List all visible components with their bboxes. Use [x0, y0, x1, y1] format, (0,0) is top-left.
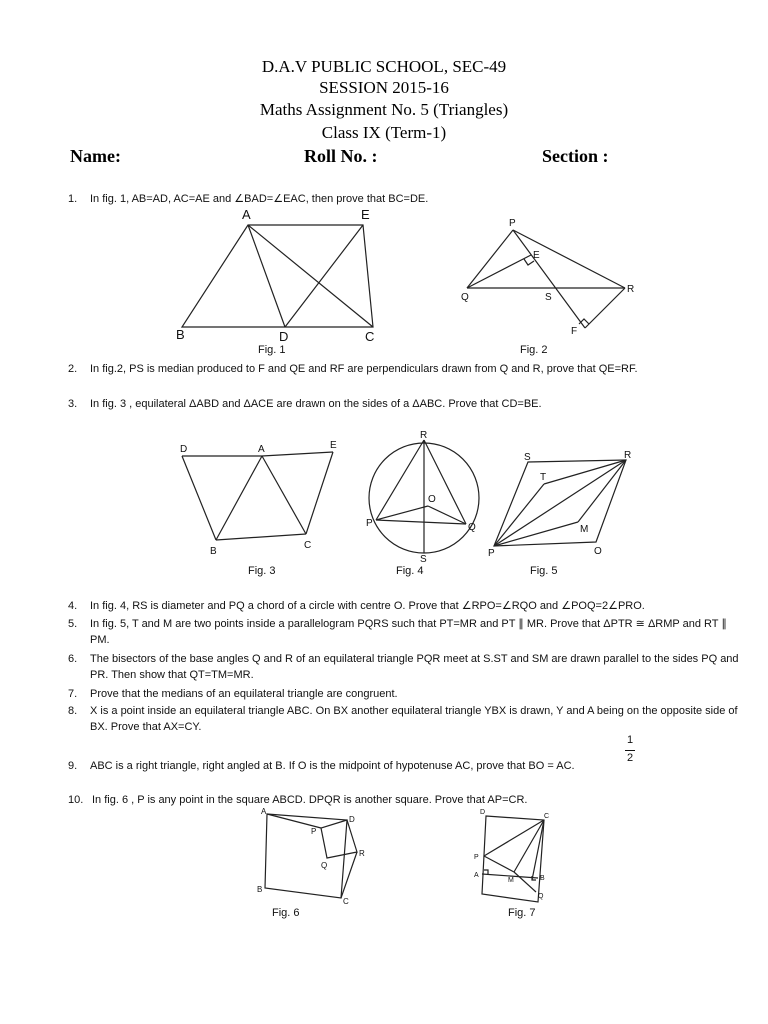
fig5-label: R [624, 450, 632, 461]
question-text: In fig. 6 , P is any point in the square ABCD. DPQR is another square. Prove that AP=CR. [92, 794, 528, 806]
question-number: 5. [68, 618, 78, 630]
fig4-label: R [420, 430, 428, 441]
question-text: In fig.2, PS is median produced to F and QE and RF are perpendiculars drawn from Q and R, prove that QE=RF. [90, 363, 638, 375]
question-number: 1. [68, 193, 78, 205]
question-number: 4. [68, 600, 78, 612]
question-number: 10. [68, 794, 84, 806]
fig5-line-tr [544, 460, 626, 484]
fig2-line-pq [467, 230, 513, 288]
figure-6 [255, 806, 375, 906]
fig3-line-bc [216, 534, 306, 540]
question-6 [68, 651, 748, 683]
fig5-caption: Fig. 5 [530, 565, 558, 577]
fig2-label: S [545, 292, 552, 303]
question-3 [68, 396, 748, 412]
fig5-label: P [488, 548, 495, 559]
fig1-label: A [242, 207, 251, 222]
fraction-bar [625, 750, 635, 751]
fig4-label: S [420, 554, 427, 565]
fig3-line-ab [216, 456, 262, 540]
question-text: In fig. 5, T and M are two points inside a parallelogram PQRS such that PT=MR and PT ∥ MR. Prove that ΔPTR ≅ ΔRMP and RT ∥ PM. [90, 618, 727, 646]
question-5 [68, 616, 748, 648]
question-10 [68, 792, 748, 808]
question-text: In fig. 3 , equilateral ΔABD and ΔACE are drawn on the sides of a ΔABC. Prove that CD=BE. [90, 398, 542, 410]
fig1-label: B [176, 327, 185, 342]
fig5-label: S [524, 452, 531, 463]
fig7-label: A [474, 872, 479, 879]
fig1-label: C [365, 329, 375, 344]
fig6-label: P [311, 827, 317, 836]
fig3-line-ec [306, 452, 333, 534]
fig6-label: Q [321, 861, 328, 870]
figure-1 [170, 205, 400, 345]
section-label: Section : [542, 146, 609, 166]
fig7-label: D [480, 809, 486, 816]
fig3-label: B [210, 546, 217, 557]
fig5-diagonal-pr [494, 460, 626, 546]
fig3-line-ac [262, 456, 306, 534]
fraction-denominator: 2 [626, 752, 634, 764]
fig3-caption: Fig. 3 [248, 565, 276, 577]
figure-2 [455, 218, 645, 343]
fig7-right-angle [484, 870, 488, 874]
fig5-label: O [594, 546, 602, 557]
question-number: 7. [68, 688, 78, 700]
fig5-label: T [540, 472, 547, 483]
fig6-label: D [349, 815, 355, 824]
fig6-line-cr [341, 852, 357, 898]
fig5-label: M [580, 524, 589, 535]
question-text: X is a point inside an equilateral triangle ABC. On BX another equilateral triangle YBX is drawn, Y and A being on the opposite side of BX. Prove that AX=CY. [90, 705, 738, 733]
session: SESSION 2015-16 [319, 78, 449, 97]
fraction-numerator: 1 [626, 734, 634, 746]
question-2 [68, 361, 748, 377]
question-number: 8. [68, 705, 78, 717]
roll-label: Roll No. : [304, 146, 378, 166]
question-number: 6. [68, 653, 78, 665]
fig2-label: R [627, 284, 635, 295]
school-name: D.A.V PUBLIC SCHOOL, SEC-49 [261, 57, 507, 76]
figure-3 [178, 440, 348, 560]
fig7-caption: Fig. 7 [508, 907, 536, 919]
fig1-caption: Fig. 1 [258, 344, 286, 356]
fig4-label: Q [468, 522, 476, 533]
fig6-caption: Fig. 6 [272, 907, 300, 919]
fig7-line-pc [484, 820, 544, 856]
fig4-chord-pq [376, 520, 466, 524]
question-8 [68, 703, 748, 735]
question-text: In fig. 4, RS is diameter and PQ a chord of a circle with centre O. Prove that ∠RPO=∠RQO and ∠POQ=2∠PRO. [90, 600, 645, 612]
fig2-line-qe [467, 255, 531, 288]
question-text: Prove that the medians of an equilateral triangle are congruent. [90, 688, 398, 700]
question-number: 9. [68, 760, 78, 772]
fig4-line-rp [376, 440, 424, 520]
fig6-label: C [343, 897, 349, 906]
question-number: 2. [68, 363, 78, 375]
fig2-label: F [571, 326, 578, 337]
fig3-label: E [330, 440, 337, 451]
fig6-label: A [261, 807, 267, 816]
fig4-label: O [428, 494, 436, 505]
fig7-label: Q [538, 893, 544, 900]
fig7-label: C [544, 813, 550, 820]
fig7-square [482, 816, 544, 902]
fig2-label: E [533, 250, 540, 261]
fig6-label: B [257, 885, 263, 894]
assignment-title: Maths Assignment No. 5 (Triangles) [259, 100, 509, 119]
fig3-label: D [180, 444, 188, 455]
fig4-label: P [366, 518, 373, 529]
fig1-quadrilateral [182, 225, 373, 327]
fig7-label: B [540, 875, 545, 882]
class-term: Class IX (Term-1) [321, 123, 447, 142]
fig2-caption: Fig. 2 [520, 344, 548, 356]
question-text: In fig. 1, AB=AD, AC=AE and ∠BAD=∠EAC, then prove that BC=DE. [90, 193, 429, 205]
fig3-label: A [258, 444, 265, 455]
figure-4 [362, 428, 482, 564]
fig1-line-ed [285, 225, 363, 327]
question-text: ABC is a right triangle, right angled at B. If O is the midpoint of hypotenuse AC, prove that BO = AC. [90, 760, 575, 772]
fig4-caption: Fig. 4 [396, 565, 424, 577]
name-label: Name: [70, 146, 121, 166]
fig2-label: P [509, 218, 516, 229]
fig6-label: R [359, 849, 365, 858]
fig7-label: P [474, 854, 479, 861]
fig3-label: C [304, 540, 312, 551]
question-4 [68, 598, 748, 614]
fig2-line-pf [513, 230, 585, 328]
fig2-label: Q [461, 292, 469, 303]
fig4-line-rq [424, 440, 466, 524]
fig1-label: D [279, 329, 289, 344]
fig7-line-cm [514, 820, 544, 872]
fig3-line-db [182, 456, 216, 540]
figure-5 [486, 450, 636, 560]
question-text: The bisectors of the base angles Q and R of an equilateral triangle PQR meet at S.ST and SM are drawn parallel to the sides PQ and PR. Then show that QT=TM=MR. [90, 653, 739, 681]
fig5-line-pt [494, 484, 544, 546]
fig5-line-pm [494, 522, 578, 546]
fig6-square-dpqr [321, 820, 357, 858]
question-7 [68, 686, 748, 702]
fig7-label: M [508, 877, 514, 884]
figure-7 [472, 806, 562, 906]
fig1-label: E [361, 207, 370, 222]
question-number: 3. [68, 398, 78, 410]
question-9 [68, 758, 748, 774]
fig4-line-qo [428, 506, 466, 524]
fig2-line-rf [585, 288, 625, 328]
fig2-line-pr [513, 230, 625, 288]
fig5-line-mr [578, 460, 626, 522]
